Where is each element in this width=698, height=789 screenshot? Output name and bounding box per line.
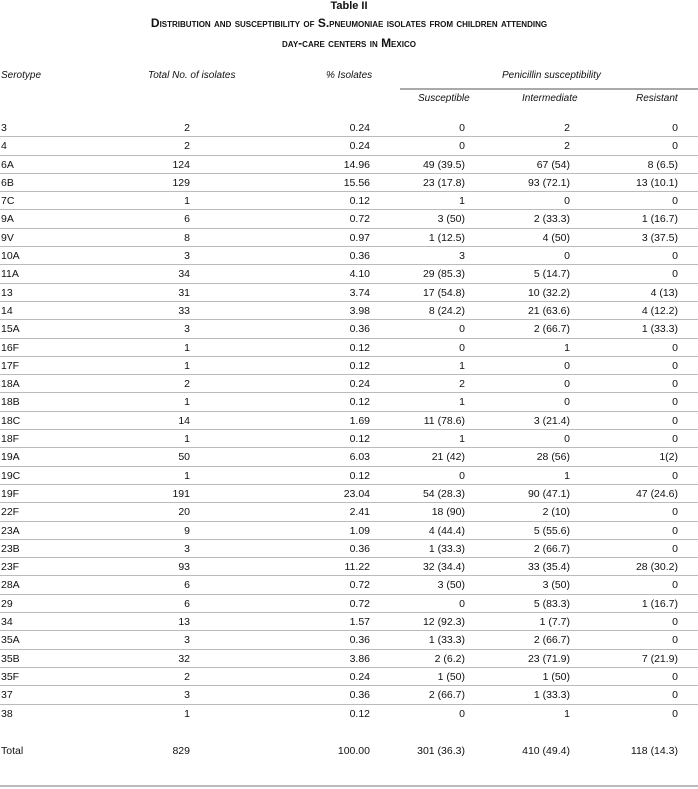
- cell-resistant: 0: [672, 250, 678, 263]
- cell-resistant: 0: [672, 195, 678, 208]
- cell-susceptible: 1: [459, 396, 465, 409]
- cell-total: 6: [184, 213, 190, 226]
- table-row: [0, 650, 698, 668]
- table-row: [0, 229, 698, 247]
- table-bottom-rule: [0, 785, 698, 787]
- cell-percent: 0.36: [349, 689, 370, 702]
- cell-percent: 23.04: [343, 487, 370, 500]
- cell-percent: 3.98: [349, 304, 370, 317]
- cell-resistant: 0: [672, 579, 678, 592]
- cell-resistant: 0: [672, 616, 678, 629]
- cell-total: 3: [184, 323, 190, 336]
- cell-serotype: 9V: [1, 231, 14, 244]
- cell-susceptible: 1 (33.3): [428, 634, 465, 647]
- table-row: [0, 430, 698, 448]
- table-row: [0, 265, 698, 283]
- cell-intermediate: 4 (50): [542, 231, 570, 244]
- cell-percent: 0.12: [349, 469, 370, 482]
- cell-resistant: 0: [672, 524, 678, 537]
- cell-resistant: 0: [672, 268, 678, 281]
- cell-percent: 0.72: [349, 597, 370, 610]
- cell-intermediate: 2 (66.7): [533, 542, 570, 555]
- cell-susceptible: 1: [459, 359, 465, 372]
- cell-susceptible: 0: [459, 122, 465, 134]
- cell-susceptible: 12 (92.3): [422, 616, 465, 629]
- cell-serotype: 19F: [1, 487, 20, 500]
- table-row: [0, 522, 698, 540]
- table-row: [0, 412, 698, 430]
- cell-susceptible: 3 (50): [437, 579, 465, 592]
- cell-susceptible: 2 (66.7): [428, 689, 465, 702]
- cell-total: 20: [178, 506, 190, 519]
- cell-resistant: 1 (33.3): [641, 323, 678, 336]
- cell-intermediate: 0: [564, 433, 570, 446]
- header-susceptible: Susceptible: [418, 93, 470, 104]
- header-resistant: Resistant: [636, 93, 678, 104]
- table-row: [0, 119, 698, 137]
- cell-resistant: 0: [672, 670, 678, 683]
- cell-serotype: 16F: [1, 341, 20, 354]
- cell-susceptible: 29 (85.3): [422, 268, 465, 281]
- cell-intermediate: 0: [564, 195, 570, 208]
- cell-intermediate: 2: [564, 122, 570, 134]
- cell-susceptible: 3 (50): [437, 213, 465, 226]
- cell-resistant: 8 (6.5): [647, 158, 678, 171]
- cell-resistant: 0: [672, 707, 678, 720]
- cell-resistant: 0: [672, 378, 678, 391]
- cell-resistant: 0: [672, 689, 678, 702]
- cell-total: 14: [178, 414, 190, 427]
- cell-percent: 0.12: [349, 359, 370, 372]
- total-cell-resistant: 118 (14.3): [630, 745, 678, 757]
- cell-serotype: 23A: [1, 524, 20, 537]
- total-cell-percent: 100.00: [337, 745, 370, 757]
- cell-total: 1: [184, 469, 190, 482]
- table-row: [0, 595, 698, 613]
- cell-susceptible: 3: [459, 250, 465, 263]
- table-row: [0, 375, 698, 393]
- header-percent: % Isolates: [326, 70, 373, 81]
- cell-percent: 0.12: [349, 341, 370, 354]
- cell-resistant: 0: [672, 506, 678, 519]
- cell-resistant: 3 (37.5): [641, 231, 678, 244]
- cell-total: 124: [172, 158, 190, 171]
- cell-intermediate: 2 (33.3): [533, 213, 570, 226]
- cell-percent: 1.57: [349, 616, 370, 629]
- cell-susceptible: 0: [459, 140, 465, 153]
- cell-intermediate: 2: [564, 140, 570, 153]
- cell-total: 32: [178, 652, 190, 665]
- cell-resistant: 0: [672, 433, 678, 446]
- cell-serotype: 10A: [1, 250, 20, 263]
- cell-total: 6: [184, 597, 190, 610]
- cell-total: 191: [172, 487, 190, 500]
- cell-percent: 15.56: [343, 176, 370, 189]
- table-row: [0, 284, 698, 302]
- cell-susceptible: 1: [459, 433, 465, 446]
- table-label: Table II: [330, 0, 368, 12]
- cell-total: 1: [184, 195, 190, 208]
- table-row: [0, 339, 698, 357]
- cell-serotype: 13: [1, 286, 13, 299]
- cell-intermediate: 5 (55.6): [533, 524, 570, 537]
- cell-resistant: 0: [672, 634, 678, 647]
- total-cell-susceptible: 301 (36.3): [417, 745, 465, 757]
- cell-percent: 0.24: [349, 122, 370, 134]
- cell-percent: 6.03: [349, 451, 370, 464]
- table-row: [0, 686, 698, 704]
- cell-intermediate: 1: [564, 707, 570, 720]
- cell-resistant: 1 (16.7): [641, 213, 678, 226]
- cell-intermediate: 5 (14.7): [533, 268, 570, 281]
- cell-percent: 14.96: [343, 158, 370, 171]
- cell-total: 3: [184, 689, 190, 702]
- cell-resistant: 0: [672, 359, 678, 372]
- cell-total: 2: [184, 378, 190, 391]
- cell-total: 2: [184, 670, 190, 683]
- cell-serotype: 18C: [1, 414, 21, 427]
- cell-susceptible: 54 (28.3): [422, 487, 465, 500]
- cell-percent: 1.09: [349, 524, 370, 537]
- cell-total: 2: [184, 122, 190, 134]
- cell-serotype: 38: [1, 707, 13, 720]
- cell-serotype: 29: [1, 597, 13, 610]
- cell-serotype: 19C: [1, 469, 21, 482]
- header-intermediate: Intermediate: [522, 93, 578, 104]
- cell-total: 3: [184, 634, 190, 647]
- cell-percent: 11.22: [344, 561, 370, 574]
- cell-susceptible: 1 (33.3): [428, 542, 465, 555]
- total-cell-serotype: Total: [1, 745, 24, 757]
- header-divider: [400, 88, 698, 90]
- cell-percent: 3.86: [349, 652, 370, 665]
- table-row: [0, 357, 698, 375]
- cell-total: 31: [178, 286, 190, 299]
- cell-intermediate: 23 (71.9): [527, 652, 570, 665]
- cell-susceptible: 0: [459, 323, 465, 336]
- table-row: [0, 137, 698, 155]
- cell-percent: 0.24: [349, 670, 370, 683]
- cell-resistant: 0: [672, 542, 678, 555]
- cell-percent: 0.24: [349, 140, 370, 153]
- cell-susceptible: 2: [459, 378, 465, 391]
- table-row: [0, 448, 698, 466]
- table-row: [0, 192, 698, 210]
- cell-intermediate: 5 (83.3): [533, 597, 570, 610]
- cell-resistant: 0: [672, 469, 678, 482]
- cell-serotype: 9A: [1, 213, 14, 226]
- table-row: [0, 485, 698, 503]
- table-row: [0, 613, 698, 631]
- cell-percent: 0.36: [349, 542, 370, 555]
- cell-total: 6: [184, 579, 190, 592]
- table-row: [0, 631, 698, 649]
- cell-total: 3: [184, 542, 190, 555]
- cell-resistant: 28 (30.2): [635, 561, 678, 574]
- cell-serotype: 14: [1, 304, 13, 317]
- table-row: [0, 302, 698, 320]
- cell-susceptible: 8 (24.2): [428, 304, 465, 317]
- cell-resistant: 4 (12.2): [641, 304, 678, 317]
- cell-resistant: 1 (16.7): [641, 597, 678, 610]
- table-row: [0, 558, 698, 576]
- cell-total: 1: [184, 396, 190, 409]
- cell-percent: 2.41: [349, 506, 370, 519]
- cell-percent: 0.97: [349, 231, 370, 244]
- table-title-line-1: Distribution and susceptibility of S.pneumoniae isolates from children attending: [150, 16, 548, 30]
- cell-total: 1: [184, 707, 190, 720]
- cell-resistant: 0: [672, 341, 678, 354]
- cell-susceptible: 0: [459, 341, 465, 354]
- cell-intermediate: 3 (50): [542, 579, 570, 592]
- cell-resistant: 4 (13): [650, 286, 678, 299]
- cell-serotype: 23B: [1, 542, 20, 555]
- cell-serotype: 3: [1, 122, 7, 134]
- cell-serotype: 37: [1, 689, 13, 702]
- cell-resistant: 0: [672, 140, 678, 153]
- cell-percent: 0.36: [349, 634, 370, 647]
- cell-percent: 0.72: [349, 579, 370, 592]
- cell-intermediate: 2 (66.7): [533, 634, 570, 647]
- cell-total: 9: [184, 524, 190, 537]
- cell-serotype: 19A: [1, 451, 20, 464]
- cell-serotype: 35B: [1, 652, 20, 665]
- cell-susceptible: 49 (39.5): [422, 158, 465, 171]
- cell-serotype: 18A: [1, 378, 20, 391]
- cell-intermediate: 0: [564, 378, 570, 391]
- cell-susceptible: 1: [459, 195, 465, 208]
- cell-total: 1: [184, 433, 190, 446]
- cell-susceptible: 32 (34.4): [422, 561, 465, 574]
- cell-serotype: 22F: [1, 506, 20, 519]
- cell-percent: 3.74: [349, 286, 370, 299]
- table-row: [0, 467, 698, 485]
- cell-total: 13: [178, 616, 190, 629]
- cell-serotype: 6A: [1, 158, 14, 171]
- cell-susceptible: 17 (54.8): [422, 286, 465, 299]
- cell-intermediate: 90 (47.1): [527, 487, 570, 500]
- cell-serotype: 35F: [1, 670, 20, 683]
- cell-intermediate: 93 (72.1): [527, 176, 570, 189]
- table-row: [0, 576, 698, 594]
- cell-total: 33: [178, 304, 190, 317]
- cell-total: 34: [178, 268, 190, 281]
- table-row: [0, 174, 698, 192]
- cell-percent: 0.36: [349, 323, 370, 336]
- table-row: [0, 393, 698, 411]
- cell-susceptible: 1 (50): [437, 670, 465, 683]
- cell-intermediate: 1 (50): [542, 670, 570, 683]
- cell-serotype: 17F: [1, 359, 20, 372]
- total-row: [0, 742, 698, 760]
- cell-susceptible: 18 (90): [431, 506, 465, 519]
- table-row: [0, 503, 698, 521]
- cell-susceptible: 23 (17.8): [422, 176, 465, 189]
- cell-intermediate: 0: [564, 359, 570, 372]
- cell-susceptible: 11 (78.6): [423, 414, 465, 427]
- cell-percent: 0.12: [349, 433, 370, 446]
- table-row: [0, 705, 698, 723]
- header-serotype: Serotype: [1, 70, 42, 81]
- cell-percent: 1.69: [349, 414, 370, 427]
- table-row: [0, 156, 698, 174]
- table-row: [0, 247, 698, 265]
- cell-resistant: 0: [672, 414, 678, 427]
- cell-serotype: 15A: [1, 323, 20, 336]
- cell-resistant: 7 (21.9): [641, 652, 678, 665]
- cell-serotype: 4: [1, 140, 7, 153]
- cell-intermediate: 10 (32.2): [527, 286, 570, 299]
- cell-intermediate: 3 (21.4): [533, 414, 570, 427]
- cell-intermediate: 28 (56): [536, 451, 570, 464]
- cell-serotype: 6B: [1, 176, 14, 189]
- table-body: [0, 119, 698, 723]
- cell-percent: 0.36: [349, 250, 370, 263]
- cell-total: 1: [184, 341, 190, 354]
- table-row: [0, 540, 698, 558]
- cell-percent: 0.12: [349, 195, 370, 208]
- cell-total: 2: [184, 140, 190, 153]
- cell-resistant: 1(2): [659, 451, 678, 464]
- cell-intermediate: 21 (63.6): [527, 304, 570, 317]
- cell-susceptible: 0: [459, 469, 465, 482]
- total-cell-intermediate: 410 (49.4): [522, 745, 570, 757]
- cell-intermediate: 2 (66.7): [533, 323, 570, 336]
- header-penicillin: Penicillin susceptibility: [502, 70, 601, 81]
- cell-susceptible: 1 (12.5): [428, 231, 465, 244]
- cell-susceptible: 0: [459, 597, 465, 610]
- table-row: [0, 668, 698, 686]
- cell-intermediate: 1 (7.7): [539, 616, 570, 629]
- cell-susceptible: 0: [459, 707, 465, 720]
- cell-intermediate: 67 (54): [536, 158, 570, 171]
- cell-total: 93: [178, 561, 190, 574]
- cell-resistant: 0: [672, 122, 678, 134]
- table-title-line-2: day-care centers in Mexico: [282, 36, 416, 50]
- cell-resistant: 13 (10.1): [635, 176, 678, 189]
- cell-percent: 0.12: [349, 707, 370, 720]
- table-row: [0, 320, 698, 338]
- cell-serotype: 23F: [1, 561, 20, 574]
- table-row: [0, 210, 698, 228]
- cell-intermediate: 33 (35.4): [527, 561, 570, 574]
- cell-total: 1: [184, 359, 190, 372]
- cell-intermediate: 1: [564, 469, 570, 482]
- cell-percent: 0.72: [349, 213, 370, 226]
- cell-serotype: 35A: [1, 634, 20, 647]
- cell-susceptible: 4 (44.4): [428, 524, 465, 537]
- total-cell-total: 829: [172, 745, 190, 757]
- cell-resistant: 0: [672, 396, 678, 409]
- cell-serotype: 34: [1, 616, 13, 629]
- cell-serotype: 28A: [1, 579, 20, 592]
- cell-intermediate: 0: [564, 250, 570, 263]
- cell-serotype: 11A: [1, 268, 19, 281]
- cell-intermediate: 0: [564, 396, 570, 409]
- header-total: Total No. of isolates: [148, 70, 236, 81]
- cell-susceptible: 2 (6.2): [434, 652, 465, 665]
- cell-percent: 0.12: [349, 396, 370, 409]
- cell-susceptible: 21 (42): [431, 451, 465, 464]
- cell-total: 50: [178, 451, 190, 464]
- cell-serotype: 7C: [1, 195, 15, 208]
- cell-serotype: 18B: [1, 396, 20, 409]
- cell-total: 8: [184, 231, 190, 244]
- cell-serotype: 18F: [1, 433, 20, 446]
- cell-resistant: 47 (24.6): [635, 487, 678, 500]
- cell-percent: 4.10: [349, 268, 370, 281]
- cell-intermediate: 1: [564, 341, 570, 354]
- cell-percent: 0.24: [349, 378, 370, 391]
- cell-total: 129: [172, 176, 190, 189]
- cell-intermediate: 2 (10): [542, 506, 570, 519]
- cell-intermediate: 1 (33.3): [533, 689, 570, 702]
- cell-total: 3: [184, 250, 190, 263]
